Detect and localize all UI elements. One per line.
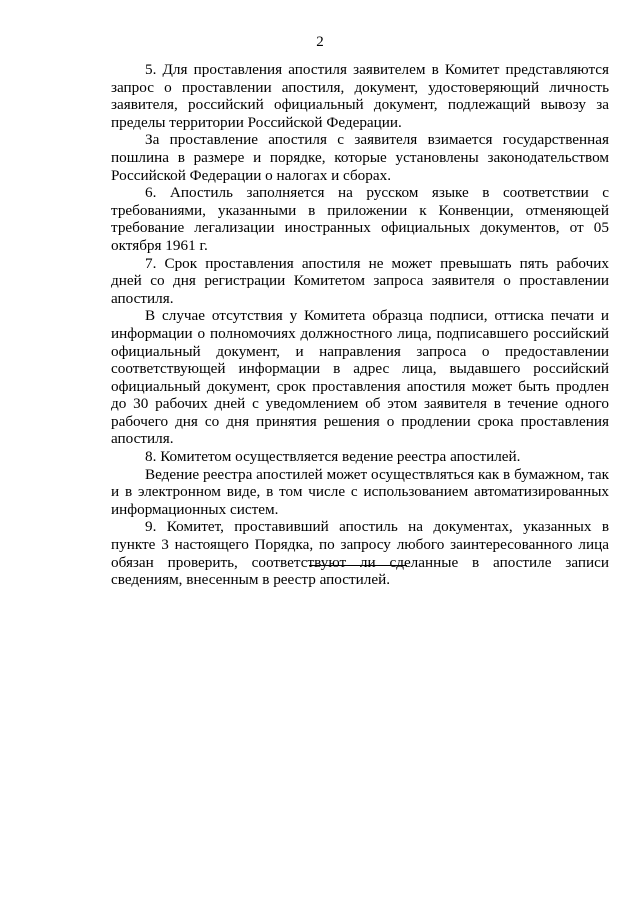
document-body: [111, 61, 609, 589]
paragraph-state-fee: За проставление апостиля с заявителя взимается государственная пошлина в размере и порядке, которые установлены законодательством Российской Федерации о налогах и сборах.: [111, 131, 609, 184]
paragraph-item-7: 7. Срок проставления апостиля не может превышать пять рабочих дней со дня регистрации Комитетом запроса заявителя о проставлении апостиля.: [111, 254, 609, 307]
paragraph-item-8: 8. Комитетом осуществляется ведение реестра апостилей.: [145, 448, 521, 466]
paragraph-item-5: 5. Для проставления апостиля заявителем в Комитет представляются запрос о проставлении апостиля, документ, удостоверяющий личность заявителя, российский официальный документ, подлежащий вывозу за пределы территории Российской Федерации.: [111, 61, 609, 131]
paragraph-item-9: 9. Комитет, проставивший апостиль на документах, указанных в пункте 3 настоящего Порядка, по запросу любого заинтересованного лица обязан проверить, соответствуют ли сделанные в апостиле записи сведениям, внесенным в реестр апостилей.: [111, 518, 609, 589]
page-number: 2: [316, 34, 324, 50]
paragraph-item-6: 6. Апостиль заполняется на русском языке в соответствии с требованиями, указанными в приложении к Конвенции, отменяющей требование легализации иностранных официальных документов, от 05 октября 1961 г.: [111, 184, 609, 254]
paragraph-registry-form: Ведение реестра апостилей может осуществляться как в бумажном, так и в электронном виде, в том числе с использованием автоматизированных информационных систем.: [111, 465, 609, 518]
end-of-document-divider: [309, 565, 407, 566]
paragraph-term-extension: В случае отсутствия у Комитета образца подписи, оттиска печати и информации о полномочиях должностного лица, подписавшего российский официальный документ, и направления запроса о предоставлении соответствующей информации в адрес лица, выдавшего российский официальный документ, срок проставления апостиля может быть продлен до 30 рабочих дней с уведомлением об этом заявителя в течение одного рабочего дня со дня принятия решения о продлении срока проставления апостиля.: [111, 307, 609, 448]
